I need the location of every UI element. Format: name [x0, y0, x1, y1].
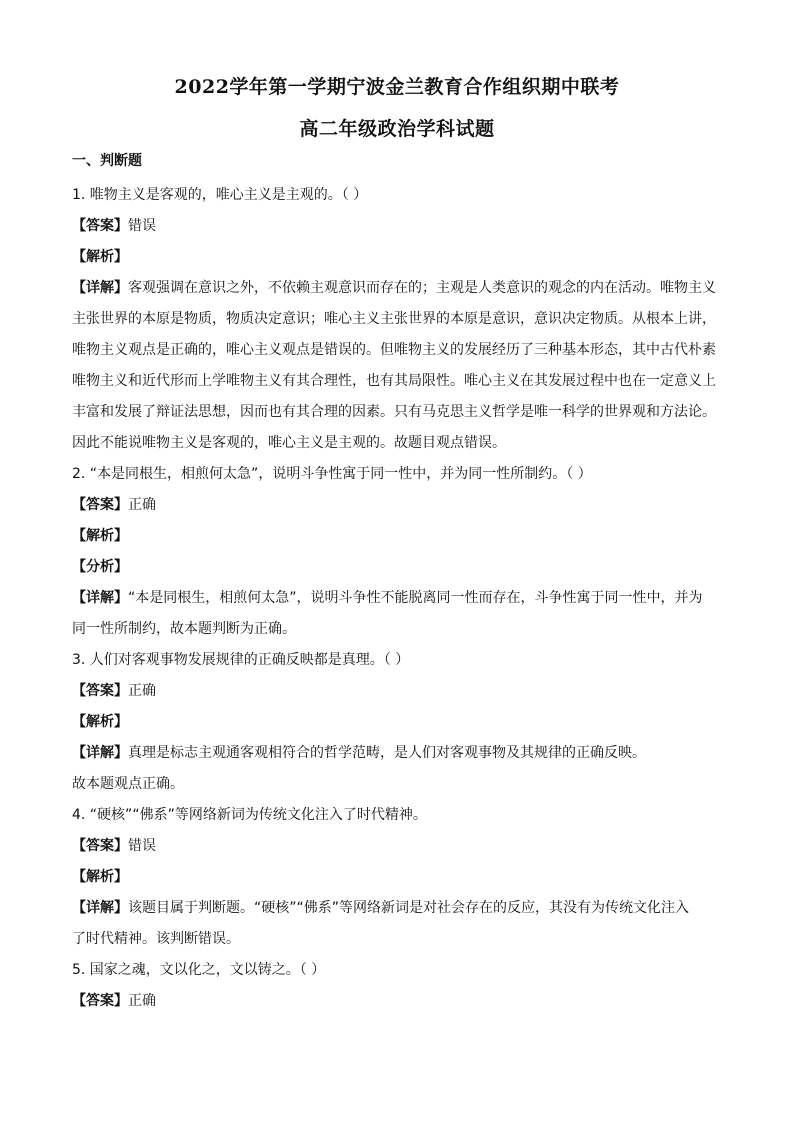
answer-tag: 【答案】 [72, 497, 128, 513]
detail-line: 同一性所制约，故本题判断为正确。 [72, 621, 296, 637]
fenxi-label: 【分析】 [72, 559, 128, 575]
detail-text: 该题目属于判断题。“硬核”“佛系”等网络新词是对社会存在的反应，其没有为传统文化注入 [128, 900, 690, 916]
analysis-label: 【解析】 [72, 869, 128, 885]
analysis-tag [72, 862, 722, 893]
detail-tag: 【详解】 [72, 590, 128, 606]
detail-line [72, 893, 722, 924]
question-stem: 3. 人们对客观事物发展规律的正确反映都是真理。（ ） [72, 652, 410, 668]
detail-line: 了时代精神。该判断错误。 [72, 931, 240, 947]
answer-line [72, 676, 722, 707]
answer-line [72, 211, 722, 242]
answer-tag: 【答案】 [72, 218, 128, 234]
question-stem: 4. “硬核”“佛系”等网络新词为传统文化注入了时代精神。 [72, 807, 427, 823]
question-stem: 5. 国家之魂，文以化之，文以铸之。（ ） [72, 962, 326, 978]
analysis-label: 【解析】 [72, 249, 128, 265]
answer-tag: 【答案】 [72, 993, 128, 1009]
detail-line: 因此不能说唯物主义是客观的，唯心主义是主观的。故题目观点错误。 [72, 435, 506, 451]
analysis-label: 【解析】 [72, 528, 128, 544]
answer-tag: 【答案】 [72, 683, 128, 699]
detail-text: 客观强调在意识之外，不依赖主观意识而存在的；主观是人类意识的观念的内在活动。唯物主义 [128, 280, 716, 296]
detail-line: 故本题观点正确。 [72, 776, 184, 792]
answer-tag: 【答案】 [72, 838, 128, 854]
detail-tag: 【详解】 [72, 900, 128, 916]
analysis-tag [72, 242, 722, 273]
answer-value: 正确 [128, 993, 156, 1009]
analysis-tag [72, 707, 722, 738]
fenxi-tag [72, 552, 722, 583]
detail-text: 真理是标志主观通客观相符合的哲学范畴，是人们对客观事物及其规律的正确反映。 [128, 745, 646, 761]
detail-line [72, 583, 722, 614]
exam-subtitle: 高二年级政治学科试题 [299, 118, 495, 140]
detail-line [72, 273, 722, 304]
question-stem: 1. 唯物主义是客观的，唯心主义是主观的。（ ） [72, 187, 368, 203]
detail-line: 主张世界的本原是物质，物质决定意识；唯心主义主张世界的本原是意识，意识决定物质。从根本上讲， [72, 311, 716, 327]
question-stem: 2. “本是同根生，相煎何太急”，说明斗争性寓于同一性中，并为同一性所制约。（ ） [72, 466, 592, 482]
question-list [72, 180, 722, 1017]
answer-line [72, 986, 722, 1017]
analysis-label: 【解析】 [72, 714, 128, 730]
answer-line [72, 490, 722, 521]
answer-value: 错误 [128, 838, 156, 854]
detail-line: 唯物主义和近代形而上学唯物主义有其合理性，也有其局限性。唯心主义在其发展过程中也在一定意义上 [72, 373, 716, 389]
answer-value: 正确 [128, 497, 156, 513]
exam-title: 2022学年第一学期宁波金兰教育合作组织期中联考 [174, 76, 620, 98]
answer-value: 错误 [128, 218, 156, 234]
detail-line [72, 738, 722, 769]
detail-line: 唯物主义观点是正确的，唯心主义观点是错误的。但唯物主义的发展经历了三种基本形态，其中古代朴素 [72, 342, 716, 358]
detail-tag: 【详解】 [72, 745, 128, 761]
detail-line: 丰富和发展了辩证法思想，因而也有其合理的因素。只有马克思主义哲学是唯一科学的世界观和方法论。 [72, 404, 716, 420]
analysis-tag [72, 521, 722, 552]
detail-text: “本是同根生，相煎何太急”，说明斗争性不能脱离同一性而存在，斗争性寓于同一性中，并为 [128, 590, 703, 606]
answer-line [72, 831, 722, 862]
answer-value: 正确 [128, 683, 156, 699]
detail-tag: 【详解】 [72, 280, 128, 296]
section-heading: 一、判断题 [72, 153, 142, 169]
